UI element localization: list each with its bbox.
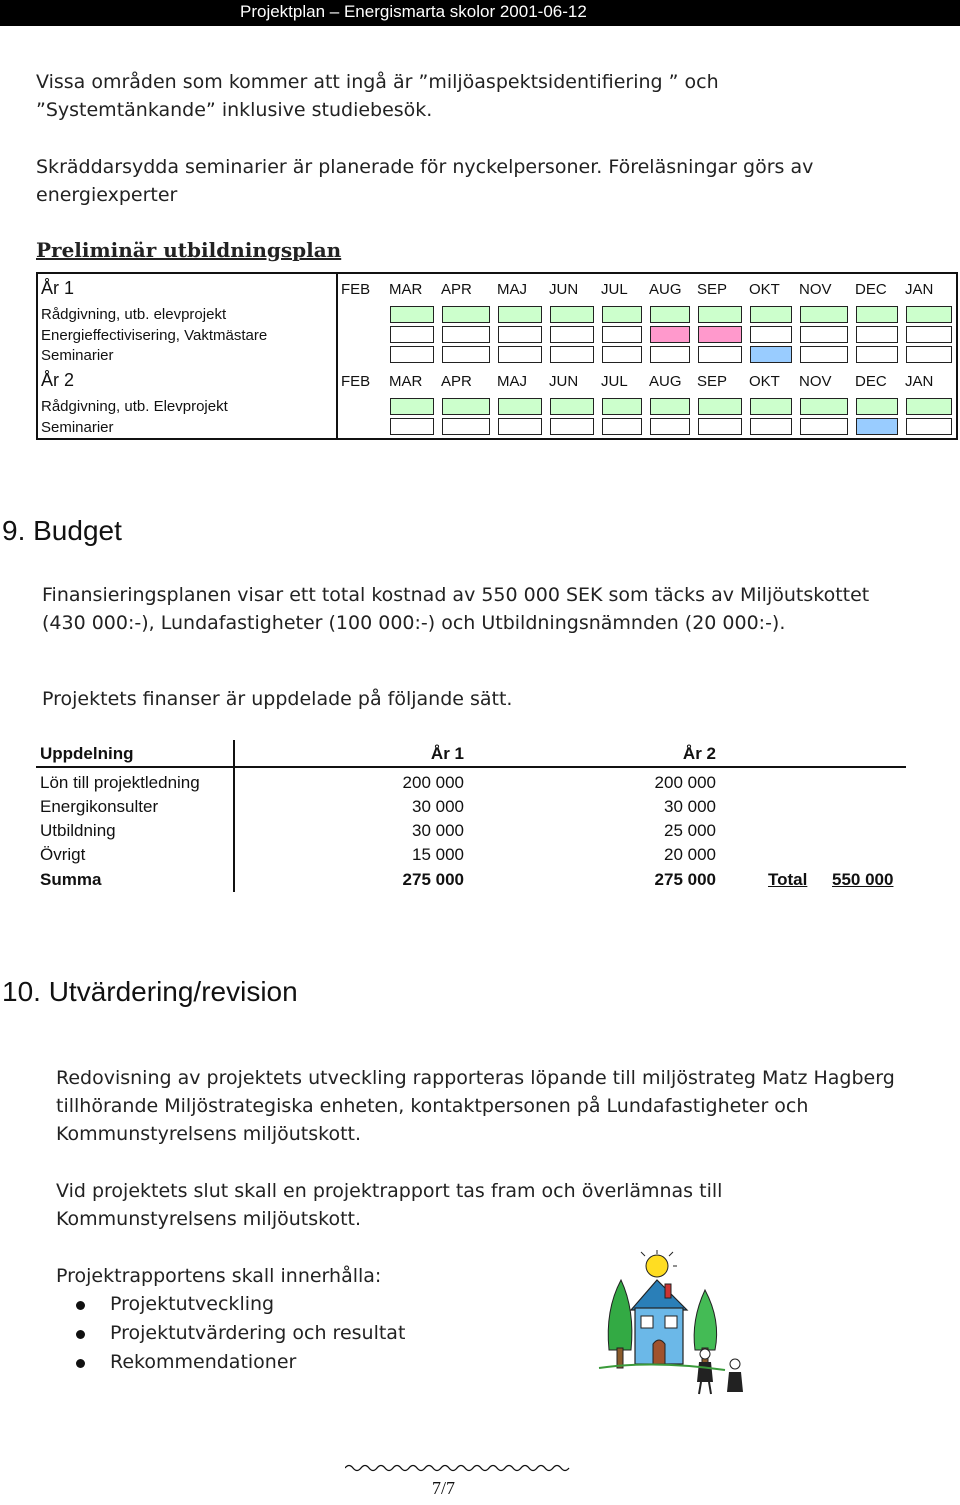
year2-schedule-cell bbox=[442, 418, 490, 435]
year2-schedule-cell bbox=[800, 418, 848, 435]
year1-schedule-cell bbox=[602, 346, 642, 363]
month-header-okt: OKT bbox=[749, 373, 780, 390]
year1-schedule-cell bbox=[800, 346, 848, 363]
year1-label: År 1 bbox=[41, 278, 75, 298]
year2-schedule-cell bbox=[750, 418, 792, 435]
month-header-nov: NOV bbox=[799, 373, 832, 390]
evaluation-paragraph-3: Projektrapportens skall innerhålla: bbox=[56, 1265, 382, 1287]
year1-schedule-cell bbox=[906, 346, 952, 363]
month-header-jan: JAN bbox=[905, 373, 934, 390]
year1-row-label: Rådgivning, utb. elevprojekt bbox=[41, 306, 227, 323]
year1-schedule-cell bbox=[698, 326, 742, 343]
year2-schedule-cell bbox=[856, 418, 898, 435]
year1-schedule-cell bbox=[906, 306, 952, 323]
year2-schedule-cell bbox=[498, 418, 542, 435]
budget-sum-year1: 275 000 bbox=[402, 870, 464, 889]
budget-row-year2: 25 000 bbox=[664, 821, 716, 840]
budget-paragraph-1: Finansieringsplanen visar ett total kostnad av 550 000 SEK som täcks av Miljöutskottet (430 000:-), Lundafastigheter (100 000:-) och Utbildningsnämnden (20 000:-). bbox=[42, 584, 870, 634]
budget-row-label: Energikonsulter bbox=[40, 797, 159, 816]
year1-schedule-cell bbox=[856, 306, 898, 323]
month-header-feb: FEB bbox=[341, 373, 371, 390]
month-header-okt: OKT bbox=[749, 281, 780, 298]
budget-row-year1: 200 000 bbox=[402, 773, 464, 792]
year1-schedule-cell bbox=[442, 346, 490, 363]
year1-schedule-cell bbox=[498, 326, 542, 343]
page-number: 7/7 bbox=[432, 1478, 456, 1498]
bullet-icon bbox=[76, 1330, 85, 1339]
report-contents-list bbox=[60, 1290, 405, 1377]
year1-schedule-cell bbox=[906, 326, 952, 343]
year1-schedule-cell bbox=[550, 346, 594, 363]
year1-schedule-cell bbox=[602, 306, 642, 323]
intro-paragraph-2: Skräddarsydda seminarier är planerade för nyckelpersoner. Föreläsningar görs av energiexperter bbox=[36, 156, 814, 206]
month-header-jul: JUL bbox=[601, 373, 628, 390]
house-illustration bbox=[595, 1250, 755, 1400]
budget-header-uppdelning: Uppdelning bbox=[40, 744, 134, 763]
month-header-aug: AUG bbox=[649, 373, 682, 390]
budget-sum-label: Summa bbox=[40, 870, 102, 889]
year1-schedule-cell bbox=[390, 306, 434, 323]
year2-schedule-cell bbox=[550, 398, 594, 415]
month-header-jun: JUN bbox=[549, 281, 579, 298]
year2-row-label: Rådgivning, utb. Elevprojekt bbox=[41, 398, 228, 415]
budget-header-year2: År 2 bbox=[682, 744, 716, 763]
footer-decoration bbox=[345, 1460, 570, 1470]
year1-schedule-cell bbox=[650, 306, 690, 323]
year1-row-label: Seminarier bbox=[41, 347, 114, 364]
year1-schedule-cell bbox=[550, 306, 594, 323]
year2-row-label: Seminarier bbox=[41, 419, 114, 436]
budget-row-label: Övrigt bbox=[40, 845, 86, 864]
year1-schedule-cell bbox=[800, 326, 848, 343]
month-header-dec: DEC bbox=[855, 281, 887, 298]
label-column-divider bbox=[336, 274, 338, 438]
year2-schedule-cell bbox=[390, 398, 434, 415]
budget-sum-year2: 275 000 bbox=[654, 870, 716, 889]
year1-schedule-cell bbox=[750, 306, 792, 323]
year2-label: År 2 bbox=[41, 370, 75, 390]
year2-schedule-cell bbox=[856, 398, 898, 415]
year1-schedule-cell bbox=[650, 326, 690, 343]
year1-schedule-cell bbox=[650, 346, 690, 363]
budget-heading: 9. Budget bbox=[2, 515, 122, 546]
budget-header-year1: År 1 bbox=[430, 744, 464, 763]
budget-row-year1: 15 000 bbox=[412, 845, 464, 864]
year1-schedule-cell bbox=[390, 346, 434, 363]
year1-schedule-cell bbox=[750, 346, 792, 363]
year2-schedule-cell bbox=[906, 398, 952, 415]
month-header-nov: NOV bbox=[799, 281, 832, 298]
year1-schedule-cell bbox=[750, 326, 792, 343]
page-header-text: Projektplan – Energismarta skolor 2001-06-12 bbox=[240, 2, 587, 21]
list-item: Projektutveckling bbox=[110, 1290, 405, 1319]
year1-schedule-cell bbox=[800, 306, 848, 323]
list-item: Rekommendationer bbox=[110, 1348, 405, 1377]
month-header-mar: MAR bbox=[389, 281, 423, 298]
bullet-icon bbox=[76, 1301, 85, 1310]
year2-schedule-cell bbox=[602, 418, 642, 435]
month-header-mar: MAR bbox=[389, 373, 423, 390]
year1-schedule-cell bbox=[550, 326, 594, 343]
budget-paragraph-2: Projektets finanser är uppdelade på följande sätt. bbox=[42, 688, 513, 710]
year1-schedule-cell bbox=[856, 346, 898, 363]
month-header-sep: SEP bbox=[697, 281, 728, 298]
year2-schedule-cell bbox=[800, 398, 848, 415]
year1-schedule-cell bbox=[698, 346, 742, 363]
budget-header-underline bbox=[36, 766, 906, 768]
year1-schedule-cell bbox=[442, 306, 490, 323]
year2-schedule-cell bbox=[390, 418, 434, 435]
year2-schedule-cell bbox=[550, 418, 594, 435]
year1-schedule-cell bbox=[698, 306, 742, 323]
budget-row-year1: 30 000 bbox=[412, 821, 464, 840]
evaluation-paragraph-2: Vid projektets slut skall en projektrapport tas fram och överlämnas till Kommunstyrelsens miljöutskott. bbox=[56, 1180, 723, 1230]
year1-schedule-cell bbox=[856, 326, 898, 343]
month-header-apr: APR bbox=[441, 373, 472, 390]
budget-row-label: Lön till projektledning bbox=[40, 773, 200, 792]
list-item: Projektutvärdering och resultat bbox=[110, 1319, 405, 1348]
year2-schedule-cell bbox=[698, 418, 742, 435]
budget-row-label: Utbildning bbox=[40, 821, 116, 840]
year1-row-label: Energieffectivisering, Vaktmästare bbox=[41, 327, 268, 344]
footer-wavy-line bbox=[345, 1463, 570, 1473]
budget-total-label: Total bbox=[768, 870, 808, 889]
year2-schedule-cell bbox=[906, 418, 952, 435]
month-header-maj: MAJ bbox=[497, 373, 527, 390]
year1-schedule-cell bbox=[602, 326, 642, 343]
plan-title: Preliminär utbildningsplan bbox=[36, 238, 342, 262]
year2-schedule-cell bbox=[498, 398, 542, 415]
month-header-jul: JUL bbox=[601, 281, 628, 298]
bullet-icon bbox=[76, 1359, 85, 1368]
year2-schedule-cell bbox=[650, 418, 690, 435]
month-header-feb: FEB bbox=[341, 281, 371, 298]
budget-table bbox=[36, 740, 916, 900]
intro-paragraph-1: Vissa områden som kommer att ingå är ”miljöaspektsidentifiering ” och ”Systemtänkande” inklusive studiebesök. bbox=[36, 71, 719, 121]
budget-column-divider bbox=[233, 740, 235, 892]
budget-row-year1: 30 000 bbox=[412, 797, 464, 816]
evaluation-heading: 10. Utvärdering/revision bbox=[2, 976, 298, 1007]
page-header bbox=[0, 0, 960, 26]
evaluation-paragraph-1: Redovisning av projektets utveckling rapporteras löpande till miljöstrateg Matz Hagberg tillhörande Miljöstrategiska enheten, kontaktpersonen på Lundafastigheter och Kommunstyrelsens miljöutskott. bbox=[56, 1067, 895, 1145]
year1-schedule-cell bbox=[498, 346, 542, 363]
month-header-jan: JAN bbox=[905, 281, 934, 298]
month-header-sep: SEP bbox=[697, 373, 728, 390]
year1-schedule-cell bbox=[498, 306, 542, 323]
training-schedule-table bbox=[36, 272, 958, 440]
month-header-maj: MAJ bbox=[497, 281, 527, 298]
year2-schedule-cell bbox=[750, 398, 792, 415]
year2-schedule-cell bbox=[698, 398, 742, 415]
year2-schedule-cell bbox=[442, 398, 490, 415]
budget-row-year2: 20 000 bbox=[664, 845, 716, 864]
budget-row-year2: 30 000 bbox=[664, 797, 716, 816]
year2-schedule-cell bbox=[602, 398, 642, 415]
budget-total-value: 550 000 bbox=[832, 870, 894, 889]
budget-row-year2: 200 000 bbox=[654, 773, 716, 792]
year1-schedule-cell bbox=[390, 326, 434, 343]
month-header-apr: APR bbox=[441, 281, 472, 298]
month-header-aug: AUG bbox=[649, 281, 682, 298]
month-header-jun: JUN bbox=[549, 373, 579, 390]
year2-schedule-cell bbox=[650, 398, 690, 415]
month-header-dec: DEC bbox=[855, 373, 887, 390]
year1-schedule-cell bbox=[442, 326, 490, 343]
